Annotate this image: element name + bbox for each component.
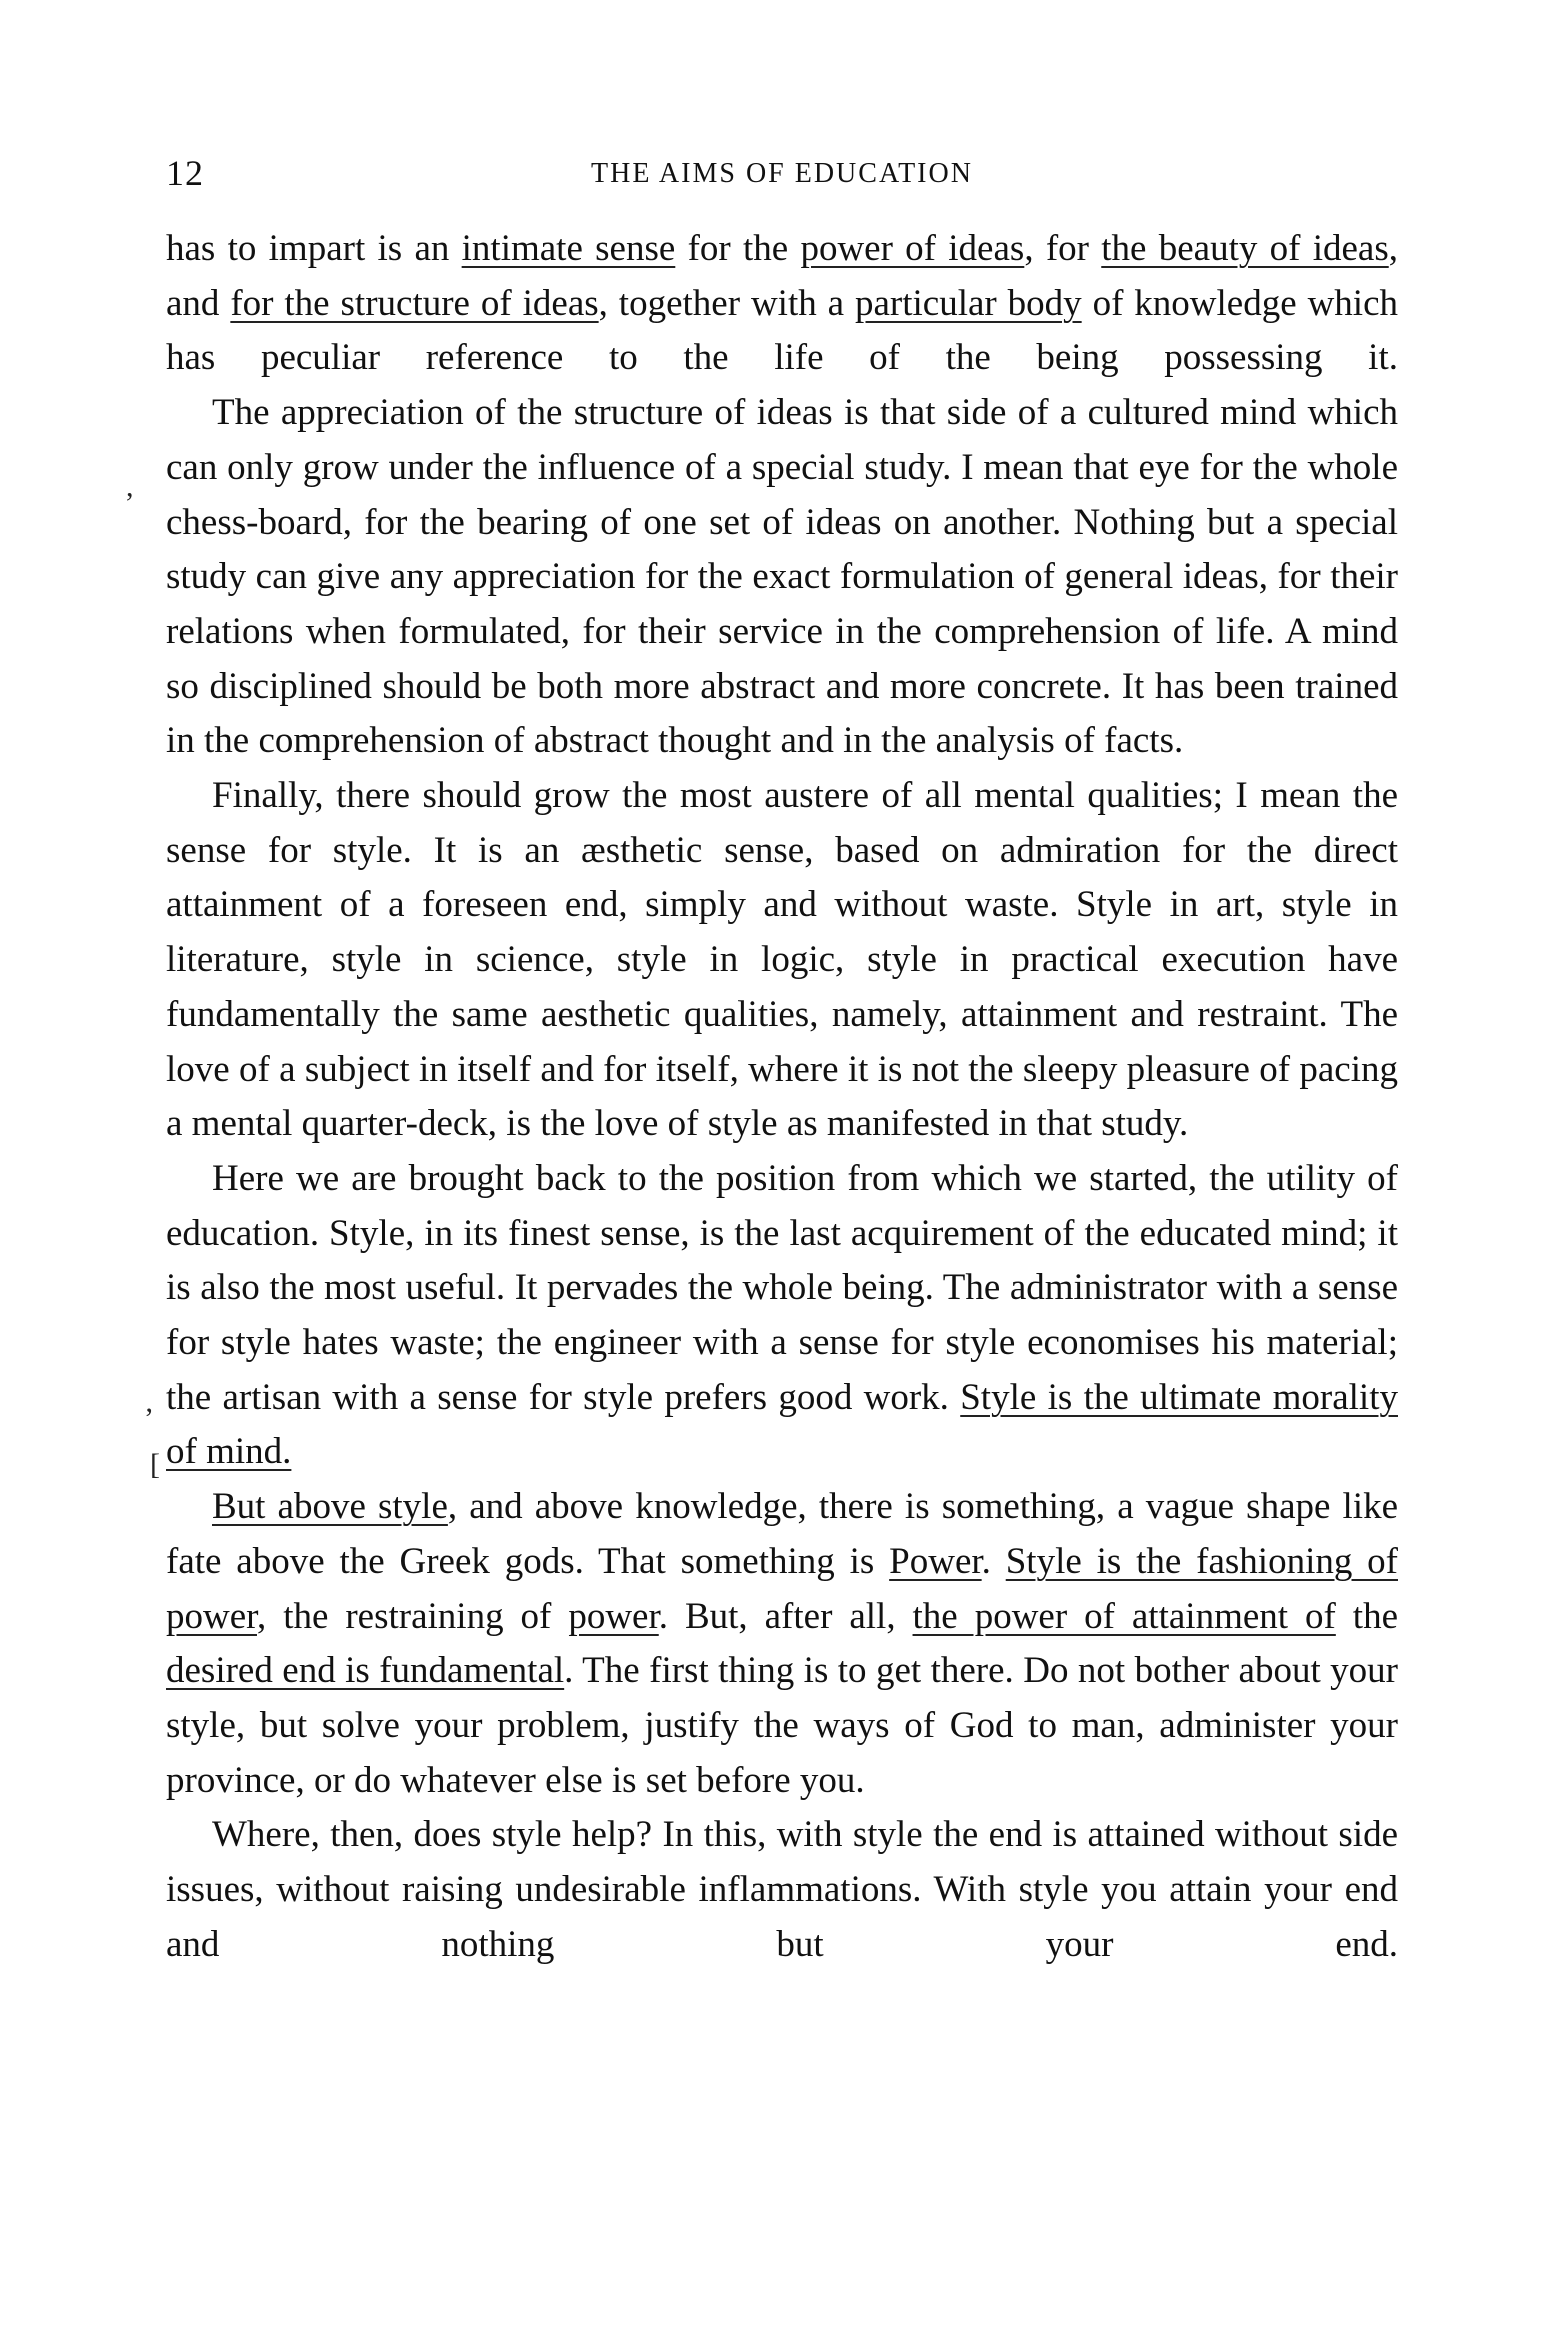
text-run: of knowledge which has peculiar reference to the life of the being possessing it. — [166, 282, 1398, 379]
underlined-phrase: intimate sense — [461, 228, 676, 269]
text-run: , for — [1024, 228, 1102, 269]
text-run: , and — [166, 228, 1398, 324]
underlined-phrase: particular body — [854, 282, 1082, 324]
underlined-phrase: Style is the fashioning of power — [166, 1540, 1398, 1637]
text-run: has to impart is an — [166, 228, 462, 269]
text-run: , the restraining of — [256, 1595, 569, 1637]
text-run: Where, then, does style help? In this, with style the end is attained without side issues, without raising undesirable inflammations. With style you attain your end and nothing but your end. — [166, 1814, 1398, 1965]
underlined-phrase: Power — [889, 1540, 982, 1582]
underlined-phrase: power — [568, 1595, 659, 1637]
running-title: THE AIMS OF EDUCATION — [591, 158, 973, 189]
paragraph — [166, 1480, 1398, 1808]
margin-mark: ’ — [144, 1402, 154, 1435]
text-run: The appreciation of the structure of ideas is that side of a cultured mind which can only grow under the influence of a special study. I mean that eye for the whole chess-board, for the bearing of one set of ideas on another. Nothing but a special study can give any appreciation for the exact formulation of general ideas, for their relations when formulated, for their service in the comprehension of life. A mind so disciplined should be both more abstract and more concrete. It has been trained in the comprehension of abstract thought and in the analysis of facts. — [166, 392, 1398, 762]
text-run: . But, after all, — [658, 1595, 913, 1637]
text-run: for the — [675, 228, 801, 269]
text-run: . The first thing is to get there. Do not bother about your style, but solve your problem, justify the ways of God to man, administer your province, or do whatever else is set before you. — [166, 1650, 1399, 1801]
text-run: Here we are brought back to the position from which we started, the utility of education. Style, in its finest sense, is the last acquirement of the educated mind; it is also the most useful. It pervades the whole being. The administrator with a sense for style hates waste; the engineer with a sense for style economises his material; the artisan with a sense for style prefers good work. — [166, 1157, 1398, 1418]
underlined-phrase: Style is the ultimate morality of mind. — [166, 1376, 1398, 1473]
paragraph — [166, 1808, 1398, 1972]
underlined-phrase: the power of attainment of — [912, 1595, 1336, 1637]
underlined-phrase: the beauty of ideas — [1101, 228, 1389, 269]
body-text — [166, 222, 1398, 1973]
margin-mark: , — [126, 470, 134, 503]
text-run: the — [1335, 1595, 1398, 1637]
underlined-phrase: But above style — [212, 1486, 448, 1528]
text-run: Finally, there should grow the most austere of all mental qualities; I mean the sense for style. It is an æsthetic sense, based on admiration for the direct attainment of a foreseen end, simply and without waste. Style in art, style in literature, style in science, style in logic, style in practical execution have fundamentally the same aesthetic qualities, namely, attainment and restraint. The love of a subject in itself and for itself, where it is not the sleepy pleasure of pacing a mental quarter-deck, is the love of style as manifested in that study. — [166, 775, 1398, 1145]
paragraph — [166, 769, 1398, 1152]
paragraph — [166, 386, 1398, 769]
underlined-phrase: power of ideas — [800, 228, 1025, 269]
text-run: , and above knowledge, there is something, a vague shape like fate above the Greek gods. That something is — [166, 1486, 1399, 1582]
page-header — [166, 152, 1398, 200]
underlined-phrase: for the structure of ideas — [230, 282, 599, 324]
paragraph — [166, 222, 1398, 386]
underlined-phrase: desired end is fundamental — [166, 1650, 565, 1692]
text-run: . — [981, 1540, 1006, 1582]
page-number: 12 — [166, 153, 204, 193]
text-run: , together with a — [598, 282, 855, 324]
paragraph — [166, 1152, 1398, 1480]
margin-mark: [ — [150, 1448, 160, 1481]
